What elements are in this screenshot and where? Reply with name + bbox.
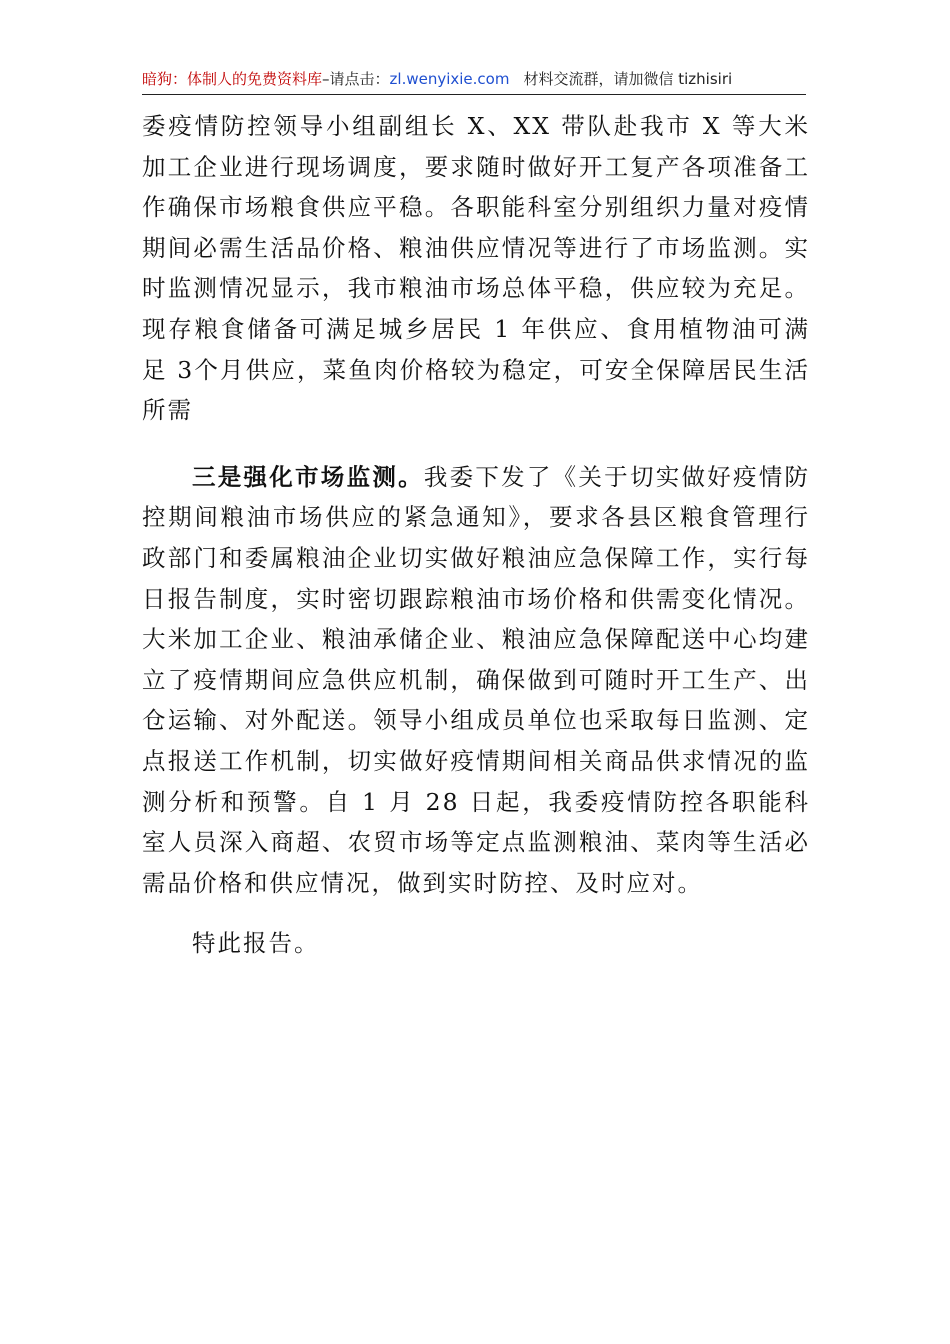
closing-line: 特此报告。 — [192, 929, 320, 958]
header-brand: 暗狗：体制人的免费资料库 — [142, 70, 323, 88]
paragraph-heading: 三是强化市场监测。 — [192, 462, 424, 491]
header-website-link[interactable]: zl.wenyixie.com — [389, 70, 510, 88]
header-contact: 材料交流群，请加微信 tizhisiri — [523, 70, 733, 88]
header-click-prompt: –请点击： — [322, 70, 390, 88]
paragraph-text: 我委下发了《关于切实做好疫情防控期间粮油市场供应的紧急通知》，要求各县区粮食管理行政部门和委属粮油企业切实做好粮油应急保障工作，实行每日报告制度，实时密切跟踪粮油市场价格和供需变化情况。大米加工企业、粮油承储企业、粮油应急保障配送中心均建立了疫情期间应急供应机制，确保做到可随时开工生产、出仓运输、对外配送。领导小组成员单位也采取每日监测、定点报送工作机制，切实做好疫情期间相关商品供求情况的监测分析和预警。自 1 月 28 日起，我委疫情防控各职能科室人员深入商超、农贸市场等定点监测粮油、菜肉等生活必需品价格和供应情况，做到实时防控、及时应对。 — [142, 462, 811, 897]
page-header — [142, 64, 806, 95]
document-body — [142, 106, 810, 964]
paragraph-market-monitoring — [142, 457, 810, 904]
paragraph-continued: 委疫情防控领导小组副组长 X、XX 带队赴我市 X 等大米加工企业进行现场调度，要求随时做好开工复产各项准备工作确保市场粮食供应平稳。各职能科室分别组织力量对疫情期间必需生活品价格、粮油供应情况等进行了市场监测。实时监测情况显示，我市粮油市场总体平稳，供应较为充足。现存粮食储备可满足城乡居民 1 年供应、食用植物油可满足 3个月供应，菜鱼肉价格较为稳定，可安全保障居民生活所需 — [142, 112, 810, 425]
